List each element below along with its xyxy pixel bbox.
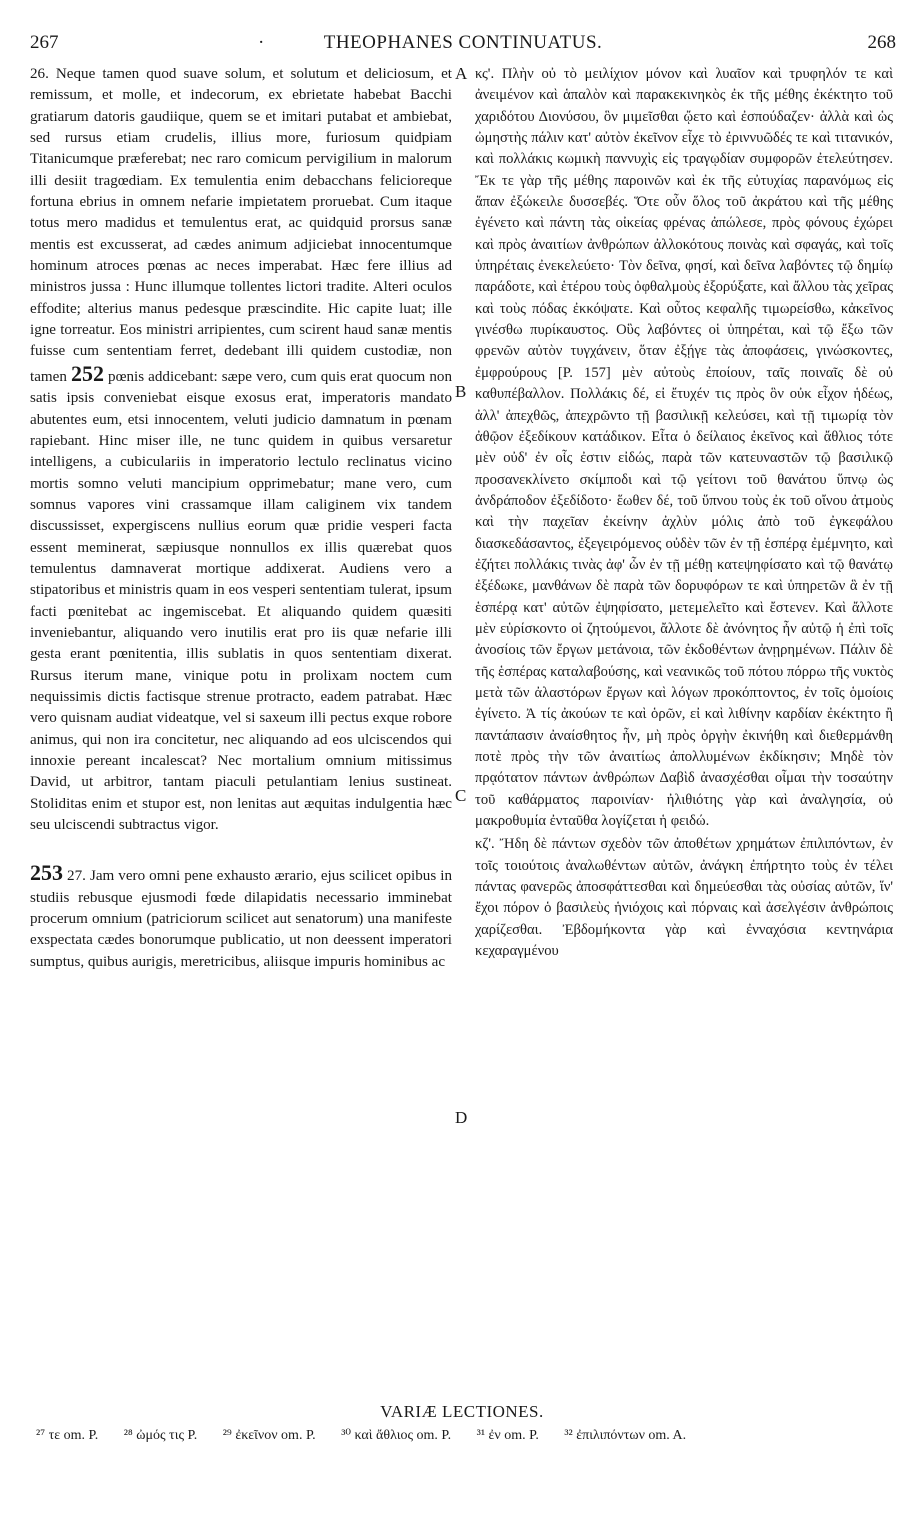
marker-a: A: [455, 64, 468, 83]
variant-note: ³² ἐπιλιπόντων om. A.: [564, 1428, 687, 1443]
variant-note: ³¹ ἐν om. P.: [476, 1428, 539, 1443]
running-title: THEOPHANES CONTINUATUS.: [323, 32, 603, 53]
variant-note: ²⁸ ὠμός τις P.: [123, 1428, 198, 1443]
header-dot: ·: [258, 32, 265, 53]
page-number-right: 268: [867, 32, 896, 53]
marker-b: B: [455, 382, 467, 401]
variant-note: ²⁷ τε om. P.: [36, 1428, 99, 1443]
marker-c: C: [455, 786, 467, 805]
latin-paragraph-27: [30, 862, 452, 973]
latin-paragraph-26: [30, 64, 452, 836]
variant-note: ²⁹ ἐκεῖνον om. P.: [222, 1428, 316, 1443]
greek-column: [475, 64, 893, 962]
latin-column: [30, 64, 452, 973]
variant-note: ³⁰ καὶ ἄθλιος om. P.: [341, 1428, 452, 1443]
variae-lectiones-heading: VARIÆ LECTIONES.: [380, 1402, 544, 1421]
page-number-left: 267: [30, 32, 59, 53]
variae-lectiones-list: [36, 1426, 898, 1445]
latin-text-27: 27. Jam vero omni pene exhausto ærario, ejus scilicet opibus in studiis rebusque ejusmodi fœde dilapidatis necessario imminebat procerum omnium (patriciorum scilicet aut senatorum) una manifeste exspectata cædes bonorumque publicatio, ut non deessent imperatori sumptus, quibus aurigis, meretricibus, aliisque impuris hominibus ac: [30, 868, 452, 970]
latin-text-26a: 26. Neque tamen quod suave solum, et solutum et deliciosum, et remissum, et molle, et indecorum, ex ebrietate habebat Bacchi gratiarum datoris gaudiique, quem se et imitari putabat et ambiebat, sed rursus etiam crudelis, illius more, furiosum quidpiam Titanicumque præferebat; nec raro comicum pervigilium in malorum illi desiit tragœdiam. Ex temulentia enim debacchans felicioreque fortuna ebrius in omnem nefarie impietatem proruebat. Cum itaque totus mero madidus et temulentus erat, ac quidquid prorsus sanæ mentis est excusserat, ad cædes animum adjiciebat innocentumque hominum atroces pœnas ac neces imperabat. Hæc fere illius ad ministros jussa : Hunc illumque tollentes lictori tradite. Alteri oculos effodite; alterius manus pedesque præscindite. Hic capite luat; ille igne torreatur. Eos ministri arripientes, cum scirent haud sanæ mentis fuisse cum sententiam ferret, dedebant illi quidem custodiæ, non tamen: [30, 66, 452, 385]
greek-paragraph-27: κζ'. Ἤδη δὲ πάντων σχεδὸν τῶν ἀποθέτων χρημάτων ἐπιλιπόντων, ἐν τοῖς τοιούτοις ἀναλωθέντων αὐτῶν, ἀνάγκη ἐπήρτητο τοὺς ἐν τέλει πάντας φανερῶς ἀποσφάττεσθαι καὶ δημεύεσθαι τὰς οὐσίας αὐτῶν, ἵν' ἔχοι πόρον ὁ βασιλεὺς ἡνιόχοις καὶ πόρναις καὶ ἀσελγέσιν ἀνθρώποις χαρίζεσθαι. Ἐβδομήκοντα γὰρ καὶ ἐνναχόσια κεντηνάρια κεχαραγμένου: [475, 836, 893, 960]
margin-number-253: 253: [30, 860, 63, 886]
marker-d: D: [455, 1108, 468, 1127]
margin-number-252: 252: [70, 360, 104, 386]
latin-text-26b: pœnis addicebant: sæpe vero, cum quis erat quocum non satis ipsis conveniebat eisque exosus erat, imperatoris mandato abutentes eum, etsi innocentem, veluti judicio damnatum in pœnam rapiebant. Hinc miser ille, ne tunc quidem in quibus versaretur intelligens, a cubiculariis in imperatorio lectulo reclinatus vicino mortis somno veluti mancipium opprimebatur; mane vero, cum somnus vapores vini crassamque illam caliginem vix tandem discussisset, expergiscens nullius eorum quæ pridie vesperi facta essent meminerat, sæpiusque nonnullos ex illis quærebat quos temulentus damnaverat mortique addixerat. Audiens vero a stipatoribus et ministris quam in eos vesperi sententiam tulerat, ipsum facti pœnitebat ac ingemiscebat. Et aliquando quidem quæsiti inveniebantur, aliquando vero inutilis erat pro iis quæ nefarie illi gesta erant pœnitentia, illis sublatis in quos sententiam dixerat. Rursus iterum mane, vinique potu in prolixam noctem cum nequissimis dictis factisque strenue protracto, eadem patrabat. Hæc vero quisnam audiat videatque, vel si saxeum illi pectus exque robore animus, qui non ira concitetur, nec aliquando ad eos ulciscendos qui innoxie pereant incalescat? Nec mortalium omnium mitissimus David, ut arbitror, tantam piaculi petulantiam lenius sustineat. Stoliditas enim et stupor est, non lenitas aut æquitas indulgentia hæc seu ulciscendi subtractus vigor.: [30, 368, 453, 834]
greek-paragraph-26: κς'. Πλὴν οὐ τὸ μειλίχιον μόνον καὶ λυαῖον καὶ τρυφηλόν τε καὶ ἀνειμένον καὶ ἁπαλὸν καὶ παρακεκινηκὸς ἐκ τῆς μέθης ἐκέκτητο τοῦ χαριδότου Διονύσου, ὃν μιμεῖσθαι ᾤετο καὶ ἐσπούδαζεν· ἀλλὰ καὶ ὡς ὠμηστὴς πάλιν κατ' αὐτὸν ἐκεῖνον εἶχε τὸ ἐριννυῶδές τε καὶ τιτανικόν, καὶ πολλάκις κωμικὴ παννυχὶς εἰς τραγῳδίαν συμφορῶν ἐτελεύτησεν. Ἔκ τε γὰρ τῆς μέθης παροινῶν καὶ ἐκ τῆς εὐτυχίας παρανόμως εἰς ἅπαν ἐξώκειλε δυσσεβές. Ὅτε οὖν ὅλος τοῦ ἀκράτου καὶ τῆς μέθης ἐγένετο καὶ πάντη τὰς οἰκείας φρένας ἀπώλεσε, πρὸς φόνους ἐχώρει καὶ πρὸς ἀναιτίων ἀνθρώπων ἀλλοκότους ποινὰς καὶ σφαγάς, καὶ τοῖς ὑπηρέταις ἐνεκελεύετο· Τὸν δεῖνα, φησί, καὶ δεῖνα λαβόντες τῷ δημίῳ παράδοτε, καὶ ἑτέρου τοὺς ὀφθαλμοὺς ἐξορύξατε, καὶ ἄλλου τὰς χεῖρας καὶ τοὺς πόδας ἐκκόψατε. Καὶ οὗτος κεφαλῆς τιμωρείσθω, κἀκεῖνος γινέσθω πυρίκαυστος. Οὓς λαβόντες οἱ ὑπηρέται, καὶ τῷ ἔξω τῶν φρενῶν αὐτὸν τυγχάνειν, ὅταν ἐξῄγε τὰς ἀποφάσεις, γινώσκοντες, ἐμφρούρους [P. 157] μὲν αὐτοὺς ἐποίουν, ταῖς ποιναῖς δὲ οὐ καθυπέβαλλον. Πολλάκις δέ, εἰ ἔτυχέν τις πρὸς ὃν οὐκ εἶχον ἡδέως, ἀλλ' ἀπεχθῶς, ἀπεχρῶντο τῇ βασιλικῇ κελεύσει, καὶ τῇ τιμωρίᾳ τὸν ἀθῷον ἐξεδίκουν κατάδικον. Εἶτα ὁ δείλαιος ἐκεῖνος καὶ ἄθλιος τότε μὲν οὐδ' ἐν οἷς ἐστιν εἰδώς, παρὰ τῶν κατευναστῶν τῷ βασιλικῷ προσανεκλίνετο σκίμποδι καὶ τῷ γείτονι τοῦ θανάτου ὕπνῳ ὡς ἀνδράποδον ἐξεδίδοτο· ἕωθεν δέ, τοῦ ὕπνου τοὺς ἐκ τοῦ οἴνου ἀτμοὺς καὶ τὴν παχεῖαν ἐκείνην ἀχλὺν μόλις ἀπὸ τοῦ ἐγκεφάλου διασκεδάσαντος, ἐξεγειρόμενος οὐδὲν τῶν ἐν τῇ ἑσπέρᾳ ἐμέμνητο, καὶ ἐζήτει πολλάκις τινὰς ἀφ' ὧν ἐν τῇ μέθῃ κατεψηφίσατο καὶ τῷ θανάτῳ ἐξέδωκε, μανθάνων δὲ παρὰ τῶν δορυφόρων τε καὶ ὑπηρετῶν ἃ ἐν τῇ ἑσπέρᾳ κατ' αὐτῶν ἐψηφίσατο, μετεμελεῖτο καὶ ἔστενεν. Καὶ ἄλλοτε μὲν εὑρίσκοντο οἱ ζητούμενοι, ἄλλοτε δὲ ἀνόνητος ἦν αὐτῷ ἡ ἐπὶ τοῖς ἀνοσίοις τῶν ἔργων μετάνοια, τῶν ἐκδοθέντων ἀνῃρημένων. Πάλιν δὲ τῆς ἑσπέρας καταλαβούσης, καὶ νεανικῶς τοῦ πότου πόρρω τῆς νυκτὸς μετὰ τῶν ἀλαστόρων ἔργων καὶ λόγων προκόπτοντος, ἐν τοῖς ὁμοίοις ἐγίνετο. Ἀ τίς ἀκούων τε καὶ ὁρῶν, εἰ καὶ λιθίνην καρδίαν ἐκέκτητο ἢ παντάπασιν ἀναίσθητος ἦν, μὴ πρὸς ὀργὴν ἐκινήθη καὶ διεθερμάνθη ποτὲ πρὸς τὴν τῶν ἀναιτίως ἀπολλυμένων ἐκδίκησιν; Μηδὲ τὸν πρᾳότατον πάντων ἀνθρώπων Δαβὶδ ἀνασχέσθαι οἶμαι τὴν τοσαύτην τοῦ καθάρματος παροινίαν· ἠλιθιότης γὰρ καὶ ἀναλγησία, οὐ μακροθυμία ἐνταῦθα λογίζεται ἡ φειδώ.: [475, 66, 893, 830]
running-header: [30, 32, 896, 58]
